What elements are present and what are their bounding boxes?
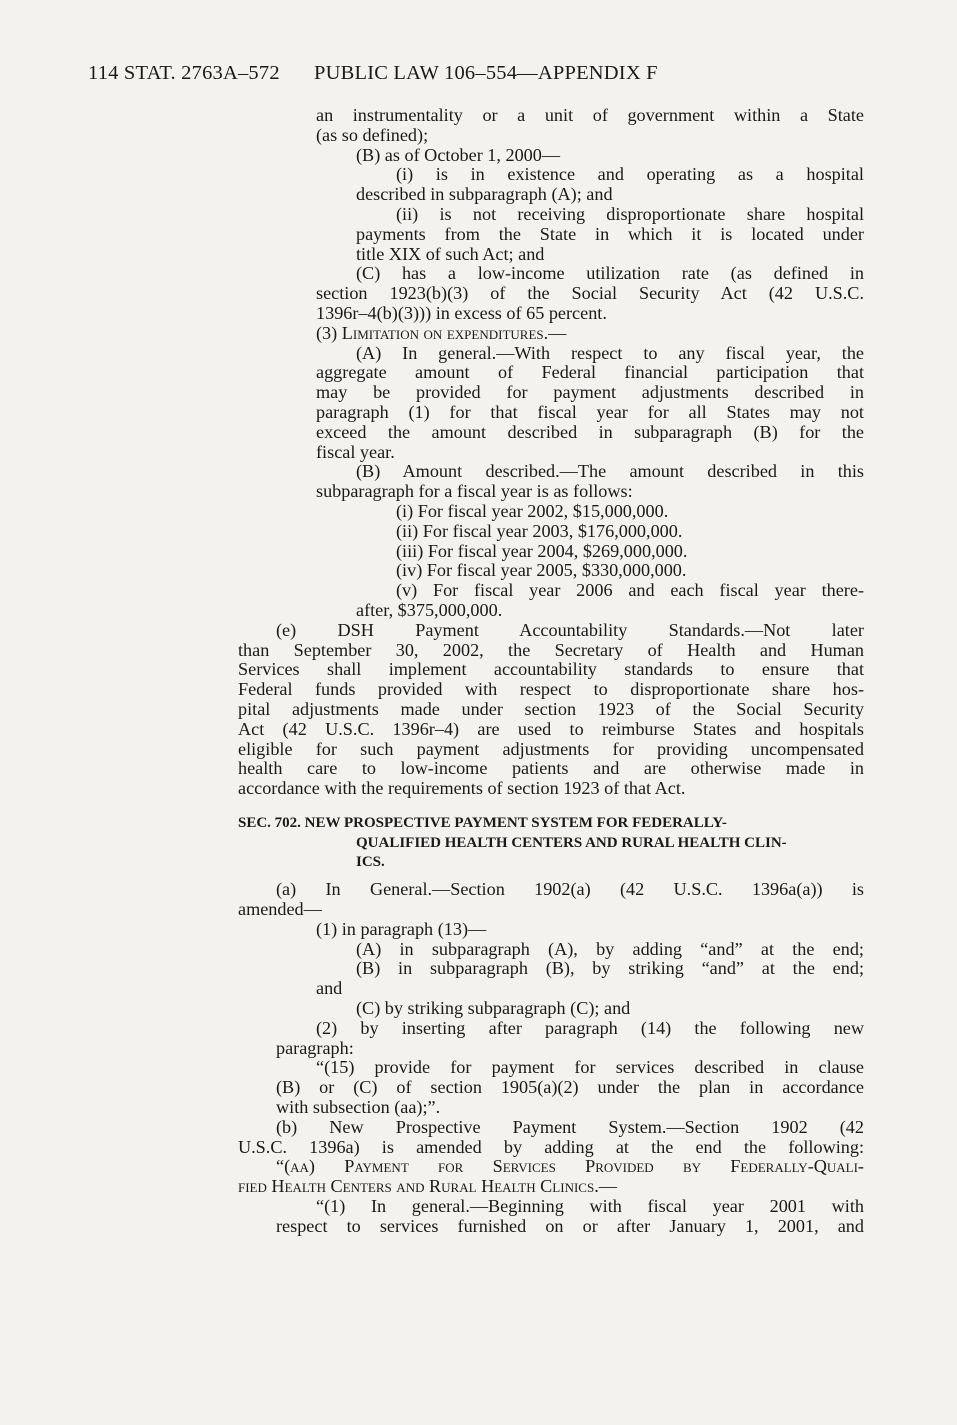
subsection-heading: fied Health Centers and Rural Health Clinics.—	[238, 1176, 617, 1197]
text-line: Services shall implement accountability standards to ensure that	[238, 659, 864, 680]
text-line: (A) in subparagraph (A), by adding “and” at the end;	[356, 938, 864, 959]
section-heading: QUALIFIED HEALTH CENTERS AND RURAL HEALTH CLIN-	[356, 834, 787, 851]
text-line: respect to services furnished on or after January 1, 2001, and	[276, 1215, 864, 1236]
list-item: (iv) For fiscal year 2005, $330,000,000.	[396, 560, 687, 581]
text-line: (as so defined);	[316, 124, 429, 145]
text-line: subparagraph for a fiscal year is as follows:	[316, 481, 633, 502]
text-line: paragraph:	[276, 1037, 354, 1058]
text-line: accordance with the requirements of section 1923 of that Act.	[238, 778, 686, 799]
text-line: than September 30, 2002, the Secretary of Health and Human	[238, 639, 864, 660]
text-line: “(15) provide for payment for services described in clause	[316, 1057, 864, 1078]
text-line: (B) as of October 1, 2000—	[356, 144, 561, 165]
text-line: (C) has a low-income utilization rate (as defined in	[356, 263, 864, 284]
text-line: amended—	[238, 899, 322, 920]
text-line: (B) or (C) of section 1905(a)(2) under the plan in accordance	[276, 1077, 864, 1098]
paragraph-heading: (3) Limitation on expenditures.—	[316, 322, 567, 343]
section-heading: SEC. 702. NEW PROSPECTIVE PAYMENT SYSTEM FOR FEDERALLY-	[238, 814, 727, 831]
text-line: pital adjustments made under section 1923 of the Social Security	[238, 698, 864, 719]
text-line: described in subparagraph (A); and	[356, 184, 613, 205]
text-line: section 1923(b)(3) of the Social Security Act (42 U.S.C.	[316, 283, 864, 304]
text-line: health care to low-income patients and are otherwise made in	[238, 758, 864, 779]
text-line: fiscal year.	[316, 441, 395, 462]
text-line: exceed the amount described in subparagraph (B) for the	[316, 421, 864, 442]
section-heading: ICS.	[356, 854, 385, 871]
text-line: (B) in subparagraph (B), by striking “and” at the end;	[356, 958, 864, 979]
page-citation: 114 STAT. 2763A–572	[88, 62, 280, 84]
text-line: eligible for such payment adjustments for providing uncompensated	[238, 738, 864, 759]
spacer	[0, 799, 957, 813]
text-line: (i) is in existence and operating as a hospital	[396, 164, 864, 185]
text-line: paragraph (1) for that fiscal year for all States may not	[316, 401, 864, 422]
text-line: and	[316, 978, 343, 999]
list-item: (iii) For fiscal year 2004, $269,000,000.	[396, 540, 688, 561]
text-line: an instrumentality or a unit of government within a State	[316, 105, 864, 125]
text-line: after, $375,000,000.	[356, 599, 503, 620]
text-line: (b) New Prospective Payment System.—Section 1902 (42	[276, 1116, 864, 1137]
text-line: (B) Amount described.—The amount described in this	[356, 461, 864, 482]
text-line: Federal funds provided with respect to disproportionate share hos-	[238, 679, 864, 700]
text-line: (a) In General.—Section 1902(a) (42 U.S.C. 1396a(a)) is	[276, 879, 864, 900]
running-header	[88, 62, 658, 85]
list-item: (ii) For fiscal year 2003, $176,000,000.	[396, 520, 683, 541]
subsection-heading: “(aa) Payment for Services Provided by Federally-Quali-	[276, 1156, 864, 1177]
list-item: (v) For fiscal year 2006 and each fiscal year there-	[396, 580, 864, 601]
text-line: “(1) In general.—Beginning with fiscal year 2001 with	[316, 1196, 864, 1217]
text-line: (A) In general.—With respect to any fiscal year, the	[356, 342, 864, 363]
text-line: with subsection (aa);”.	[276, 1097, 441, 1118]
text-line: (ii) is not receiving disproportionate share hospital	[396, 203, 864, 224]
text-line: may be provided for payment adjustments described in	[316, 382, 864, 403]
text-line: Act (42 U.S.C. 1396r–4) are used to reimburse States and hospitals	[238, 718, 864, 739]
text-line: aggregate amount of Federal financial participation that	[316, 362, 864, 383]
page-body	[0, 106, 957, 1237]
text-line: (e) DSH Payment Accountability Standards.—Not later	[276, 619, 864, 640]
text-line: 1396r–4(b)(3))) in excess of 65 percent.	[316, 302, 607, 323]
law-title: PUBLIC LAW 106–554—APPENDIX F	[314, 62, 658, 84]
text-line: U.S.C. 1396a) is amended by adding at the end the following:	[238, 1136, 864, 1157]
list-item: (i) For fiscal year 2002, $15,000,000.	[396, 500, 669, 521]
text-line: (1) in paragraph (13)—	[316, 918, 487, 939]
text-line: title XIX of such Act; and	[356, 243, 545, 264]
text-line: (C) by striking subparagraph (C); and	[356, 998, 631, 1019]
text-line: payments from the State in which it is located under	[356, 223, 864, 244]
text-line: (2) by inserting after paragraph (14) the following new	[316, 1017, 864, 1038]
